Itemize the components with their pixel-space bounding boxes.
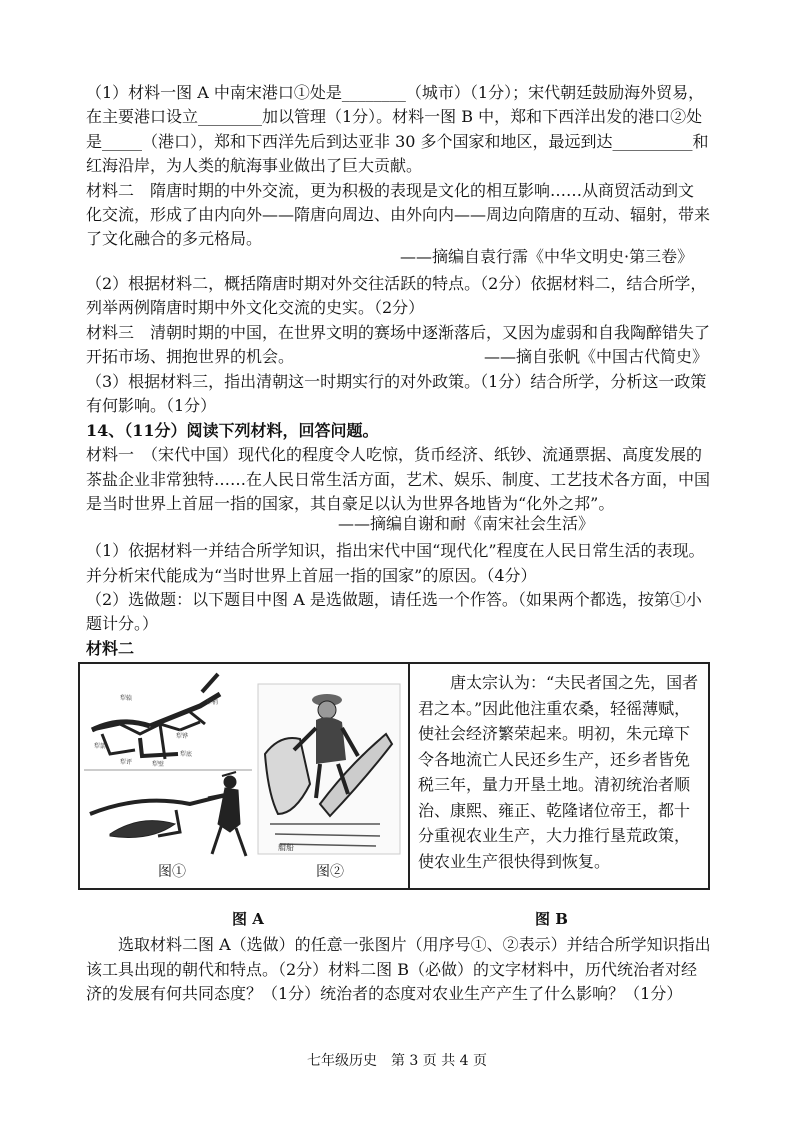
- page-footer: 七年级历史 第 3 页 共 4 页: [306, 1053, 488, 1069]
- material3-line-2: 开拓市场、拥抱世界的机会。: [86, 347, 295, 366]
- plough-label: 犁评: [120, 759, 133, 766]
- q1-line-4: 红海沿岸，为人类的航海事业做出了巨大贡献。: [86, 156, 423, 175]
- figure-b-paragraph: 唐太宗认为：“夫民者国之先，国者君之本。”因此他注重农桑，轻徭薄赋，使社会经济繁荣起来。明初，朱元璋下令各地流亡人民还乡生产，还乡者皆免税三年，量力开垦土地。清初统治者顺治、康熙、雍正、乾隆诸位帝王，都十分重视农业生产，大力推行垦荒政策，使农业生产很快得到恢复。: [418, 673, 699, 871]
- material3-line-1: 材料三 清朝时期的中国，在世界文明的赛场中逐渐落后，又因为虚弱和自我陶醉错失了: [86, 323, 711, 342]
- task-line-2: 该工具出现的朝代和特点。（2分）材料二图 B（必做）的文字材料中，历代统治者对经: [86, 960, 698, 979]
- figure-box: [78, 662, 710, 890]
- material1-line-2: 茶盐企业非常独特……在人民日常生活方面，艺术、娱乐、制度、工艺技术各方面，中国: [86, 470, 711, 489]
- source-citation-3: ——摘编自谢和耐《南宋社会生活》: [338, 514, 595, 533]
- task-line-1: 选取材料二图 A（选做）的任意一张图片（用序号①、②表示）并结合所学知识指出: [118, 935, 711, 954]
- material2-line-1: 材料二 隋唐时期的中外交流，更为积极的表现是文化的相互影响……从商贸活动到文: [86, 181, 695, 200]
- boat-drawing: [258, 684, 400, 854]
- plough-diagram: [92, 674, 220, 759]
- q1-line-2: 在主要港口设立________加以管理（1分）。材料一图 B 中，郑和下西洋出发的港口②处: [86, 107, 703, 126]
- q14-1-line-2: 并分析宋代能成为“当时世界上首屈一指的国家”的原因。（4分）: [86, 566, 537, 585]
- plough-label: 犁壁: [152, 761, 165, 768]
- caption-figure-a: 图 A: [232, 910, 264, 928]
- q3-line-2: 有何影响。（1分）: [86, 396, 217, 415]
- figure-divider: [408, 664, 410, 888]
- source-citation-1: ——摘编自袁行霈《中华文明史·第三卷》: [400, 247, 694, 266]
- material2-line-3: 了文化融合的多元格局。: [86, 229, 263, 248]
- caption-figure-b: 图 B: [535, 910, 568, 928]
- figure-a-illustrations: [80, 664, 408, 888]
- material1-line-3: 是当时世界上首屈一指的国家，其自豪足以认为世界各地皆为“化外之邦”。: [86, 494, 615, 513]
- q14-1-line-1: （1）依据材料一并结合所学知识，指出宋代中国“现代化”程度在人民日常生活的表现。: [86, 541, 705, 560]
- plough-label: 犁辕: [120, 695, 133, 702]
- source-citation-2: ——摘自张帆《中国古代简史》: [484, 347, 709, 366]
- q14-2-line-2: 题计分。）: [86, 614, 159, 633]
- fig1-label: 图①: [158, 864, 186, 880]
- plough-label: 犁箭: [94, 743, 107, 750]
- q1-line-1: （1）材料一图 A 中南宋港口①处是________（城市）（1分）；宋代朝廷鼓励海外贸易，: [86, 83, 705, 102]
- q14-2-line-1: （2）选做题：以下题目中图 A 是选做题，请任选一个作答。（如果两个都选，按第①小: [86, 590, 702, 609]
- q3-line-1: （3）根据材料三，指出清朝这一时期实行的对外政策。（1分）结合所学，分析这一政策: [86, 372, 707, 391]
- q2-line-2: 列举两例隋唐时期中外文化交流的史实。（2分）: [86, 298, 425, 317]
- farmer-plough-drawing: [90, 772, 246, 856]
- fig2-label: 图②: [316, 864, 344, 880]
- fig2-small-label: 䑵船: [278, 843, 294, 852]
- q2-line-1: （2）根据材料二，概括隋唐时期对外交往活跃的特点。（2分）依据材料二，结合所学，: [86, 274, 707, 293]
- material1-line-1: 材料一 （宋代中国）现代化的程度令人吃惊，货币经济、纸钞、流通票据、高度发展的: [86, 445, 703, 464]
- figure-b-text: [418, 670, 702, 874]
- task-line-3: 济的发展有何共同态度？（1分）统治者的态度对农业生产产生了什么影响？（1分）: [86, 984, 683, 1003]
- plough-label: 犁铧: [176, 733, 189, 740]
- q1-line-3: 是_____（港口），郑和下西洋先后到达亚非 30 多个国家和地区，最远到达__________和: [86, 132, 709, 151]
- material2-label: 材料二: [86, 639, 135, 658]
- plough-label: 犁梢: [206, 699, 219, 706]
- plough-label: 犁底: [180, 751, 193, 758]
- material2-line-2: 化交流，形成了由内向外——隋唐向周边、由外向内——周边向隋唐的互动、辐射，带来: [86, 205, 711, 224]
- q14-heading: 14、（11分）阅读下列材料，回答问题。: [86, 421, 379, 440]
